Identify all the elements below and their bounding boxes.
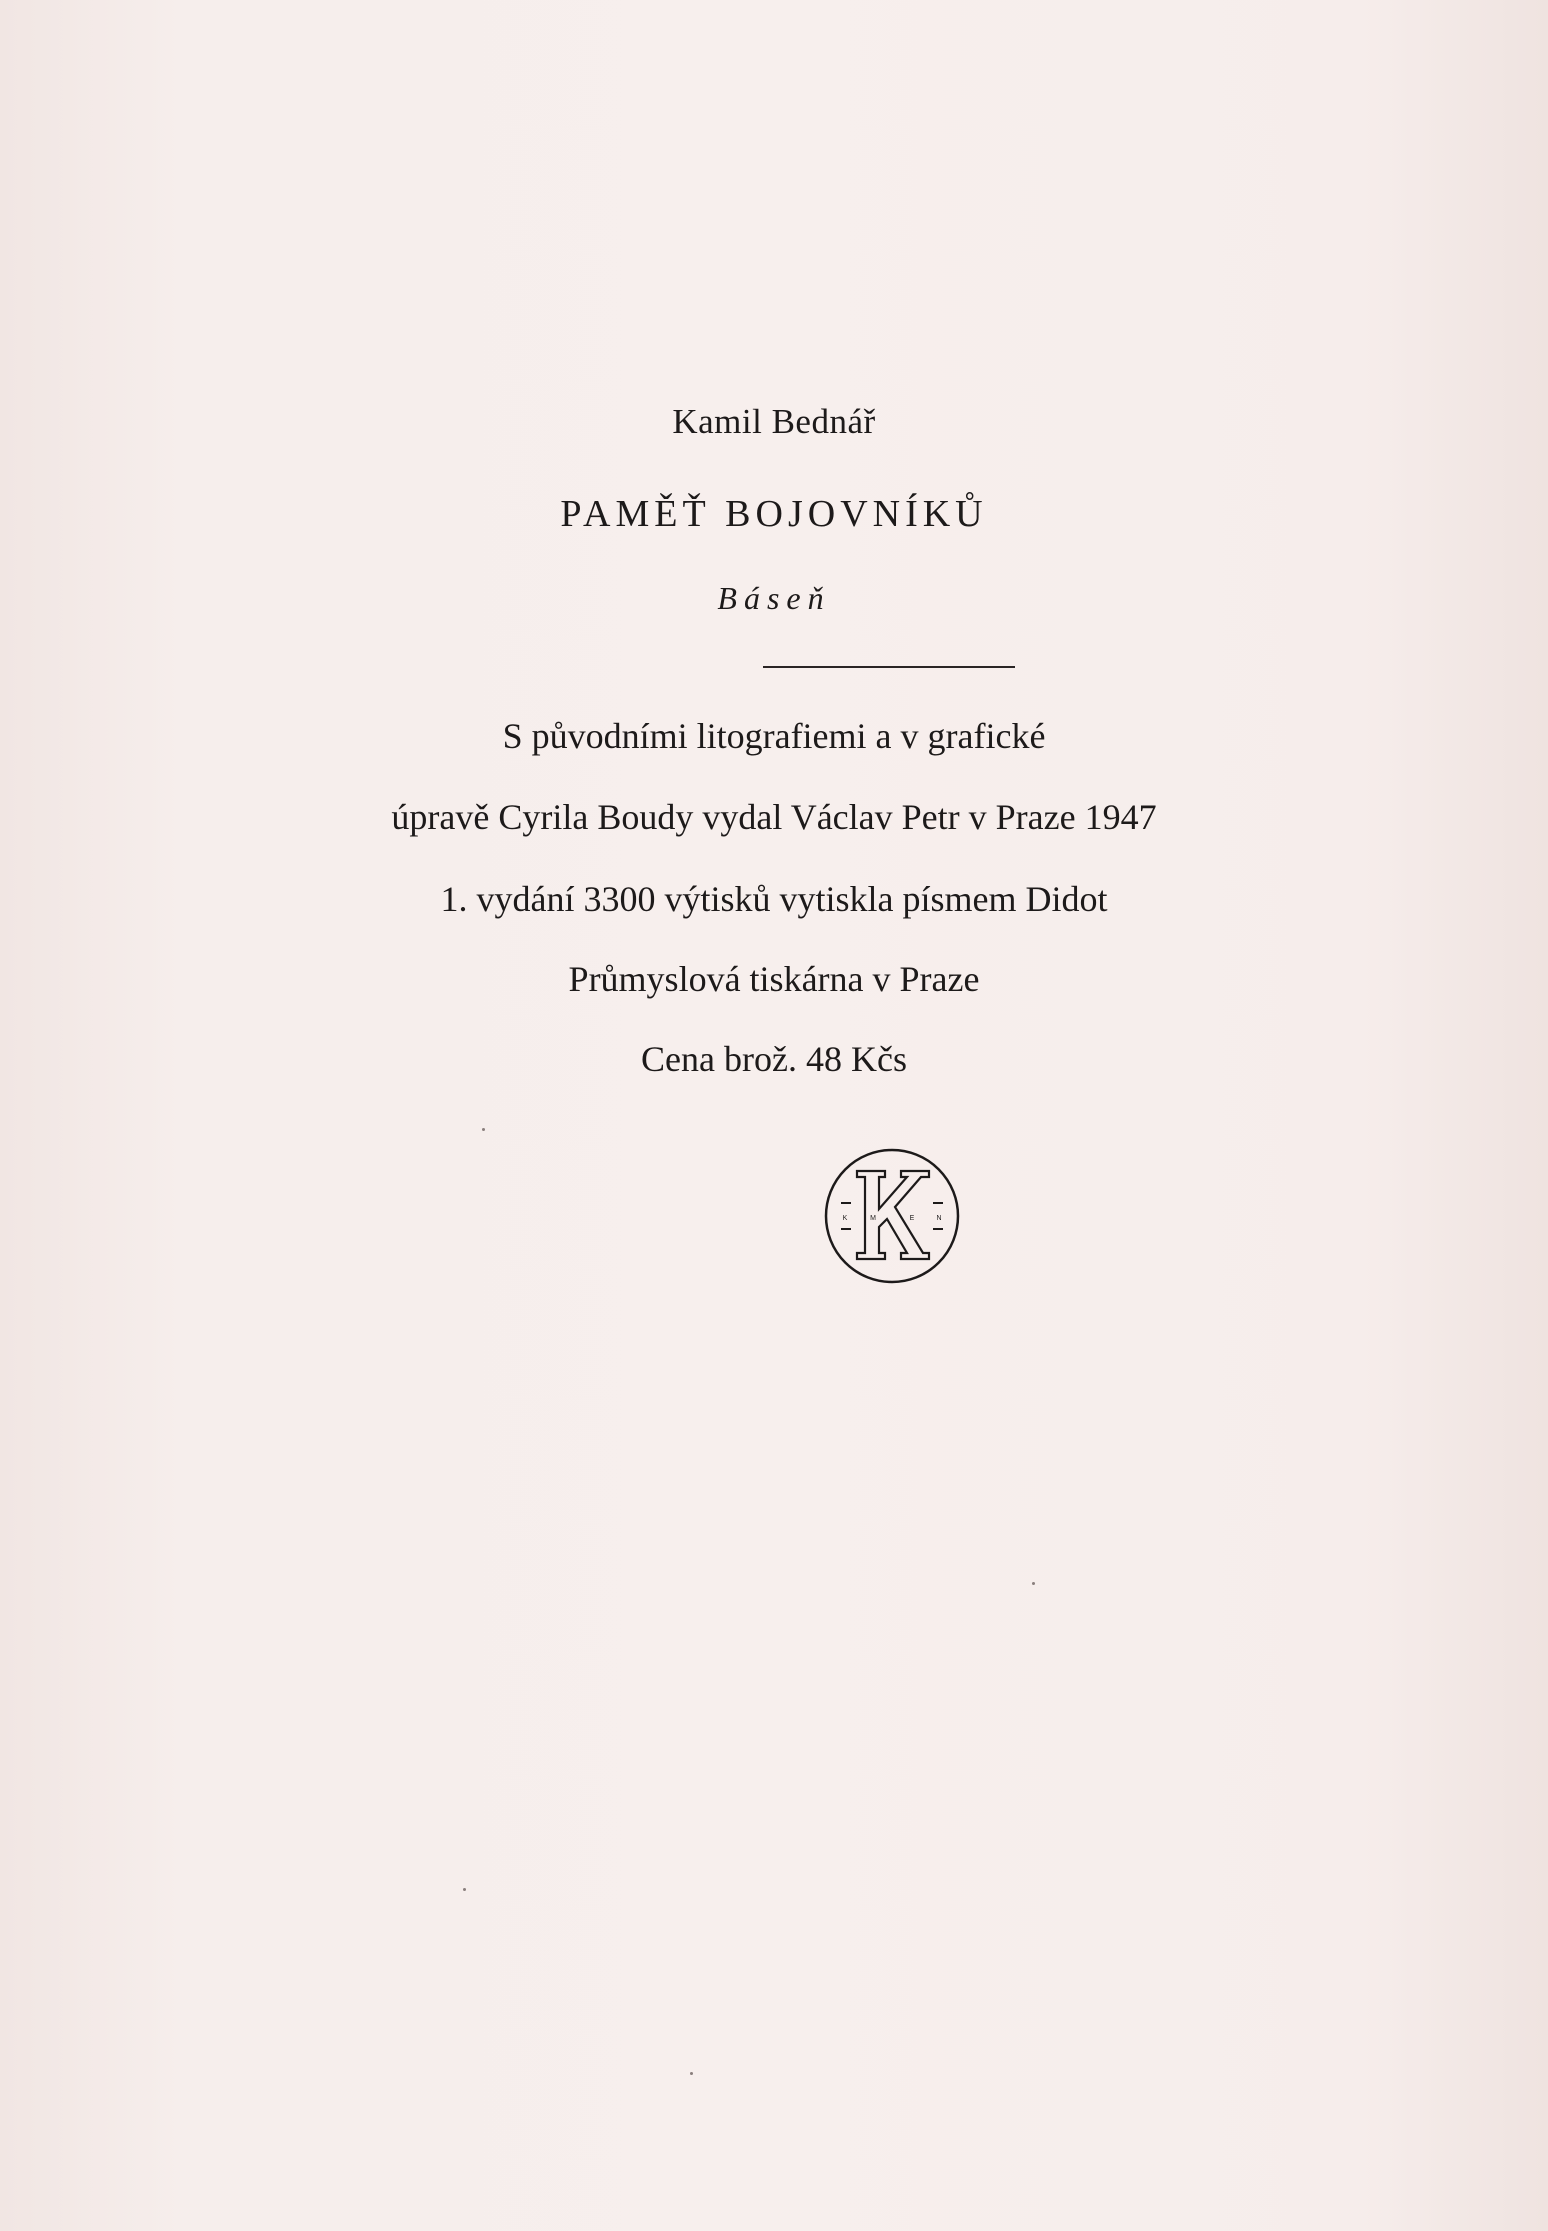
imprint-line-1: S původními litografiemi a v grafické xyxy=(502,716,1046,756)
imprint-line-2: úpravě Cyrila Boudy vydal Václav Petr v Praze 1947 xyxy=(391,797,1157,837)
logo-letter-e: E xyxy=(909,1215,915,1222)
imprint-line-4: Průmyslová tiskárna v Praze xyxy=(568,959,980,999)
book-subtitle: Báseň xyxy=(717,580,831,616)
publisher-k-emblem-icon xyxy=(823,1147,961,1285)
imprint-line-3: 1. vydání 3300 výtisků vytiskla písmem Didot xyxy=(440,879,1108,919)
paper-speck xyxy=(690,2072,693,2075)
logo-letter-m: M xyxy=(870,1215,876,1222)
paper-speck xyxy=(463,1888,466,1891)
divider-rule xyxy=(763,666,1015,668)
paper-speck xyxy=(1032,1582,1035,1585)
author-name: Kamil Bednář xyxy=(672,402,876,441)
paper-speck xyxy=(482,1128,485,1131)
logo-letter-k: K xyxy=(842,1215,848,1222)
book-title: PAMĚŤ BOJOVNÍKŮ xyxy=(560,493,988,535)
logo-letter-n: N xyxy=(936,1215,942,1222)
imprint-line-5: Cena brož. 48 Kčs xyxy=(641,1039,907,1079)
